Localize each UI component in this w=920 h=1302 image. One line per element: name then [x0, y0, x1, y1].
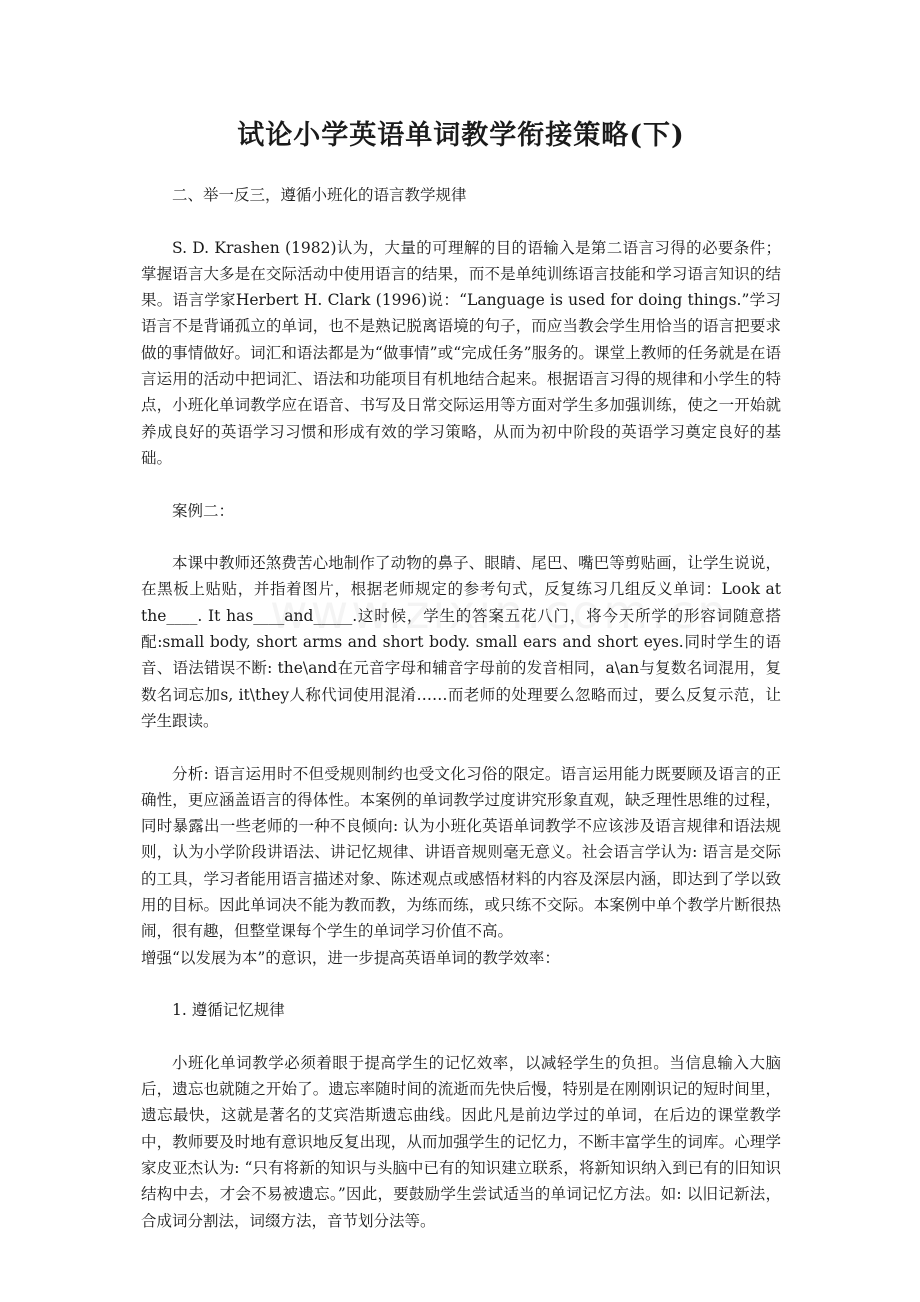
- document-title: 试论小学英语单词教学衔接策略(下): [237, 120, 685, 151]
- paragraph-analysis: 分析: 语言运用时不但受规则制约也受文化习俗的限定。语言运用能力既要顾及语言的正确性，更应涵盖语言的得体性。本案例的单词教学过度讲究形象直观，缺乏理性思维的过程，同时暴露出一些老师的一种不良倾向: 认为小班化英语单词教学不应该涉及语言规律和语法规则，认为小学阶段讲语法、讲记忆规律、讲语音规则毫无意义。社会语言学认为: 语言是交际的工具，学习者能用语言描述对象、陈述观点或感悟材料的内容及深层内涵，即达到了学以致用的目标。因此单词决不能为教而教，为练而练，或只练不交际。本案例中单个教学片断很热闹，很有趣，但整堂课每个学生的单词学习价值不高。: [141, 764, 781, 941]
- paragraph-krashen: S. D. Krashen (1982)认为，大量的可理解的目的语输入是第二语言习得的必要条件；掌握语言大多是在交际活动中使用语言的结果，而不是单纯训练语言技能和学习语言知识的结果。语言学家Herbert H. Clark (1996)说：“Language is used for doing things.”学习语言不是背诵孤立的单词，也不是熟记脱离语境的句子，而应当教会学生用恰当的语言把要求做的事情做好。词汇和语法都是为“做事情”或“完成任务”服务的。课堂上教师的任务就是在语言运用的活动中把词汇、语法和功能项目有机地结合起来。根据语言习得的规律和小学生的特点，小班化单词教学应在语音、书写及日常交际运用等方面对学生多加强训练，使之一开始就养成良好的英语学习习惯和形成有效的学习策略，从而为初中阶段的英语学习奠定良好的基础。: [141, 238, 781, 467]
- paragraph-development: 增强“以发展为本”的意识，进一步提高英语单词的教学效率：: [141, 948, 560, 967]
- case-heading: 案例二：: [172, 501, 235, 520]
- document-body: [141, 182, 781, 1234]
- paragraph-memory: 小班化单词教学必须着眼于提高学生的记忆效率，以减轻学生的负担。当信息输入大脑后，遗忘也就随之开始了。遗忘率随时间的流逝而先快后慢，特别是在刚刚识记的短时间里，遗忘最快，这就是著名的艾宾浩斯遗忘曲线。因此凡是前边学过的单词，在后边的课堂教学中，教师要及时地有意识地反复出现，从而加强学生的记忆力，不断丰富学生的词库。心理学家皮亚杰认为: “只有将新的知识与头脑中已有的知识建立联系，将新知识纳入到已有的旧知识结构中去，才会不易被遗忘。”因此，要鼓励学生尝试适当的单词记忆方法。如: 以旧记新法，合成词分割法，词缀方法，音节划分法等。: [141, 1053, 781, 1230]
- paragraph-case: 本课中教师还煞费苦心地制作了动物的鼻子、眼睛、尾巴、嘴巴等剪贴画，让学生说说，在黑板上贴贴，并指着图片，根据老师规定的参考句式，反复练习几组反义单词：Look at the____. It has____and_____.这时候，学生的答案五花八门，将今天所学的形容词随意搭配:small body, short arms and short body. small ears and short eyes.同时学生的语音、语法错误不断: the\and在元音字母和辅音字母前的发音相同，a\an与复数名词混用，复数名词忘加s, it\they人称代词使用混淆……而老师的处理要么忽略而过，要么反复示范，让学生跟读。: [141, 554, 781, 730]
- section-heading-2: 二、举一反三，遵循小班化的语言教学规律: [172, 186, 467, 204]
- subheading-memory: 1. 遵循记忆规律: [172, 1001, 285, 1020]
